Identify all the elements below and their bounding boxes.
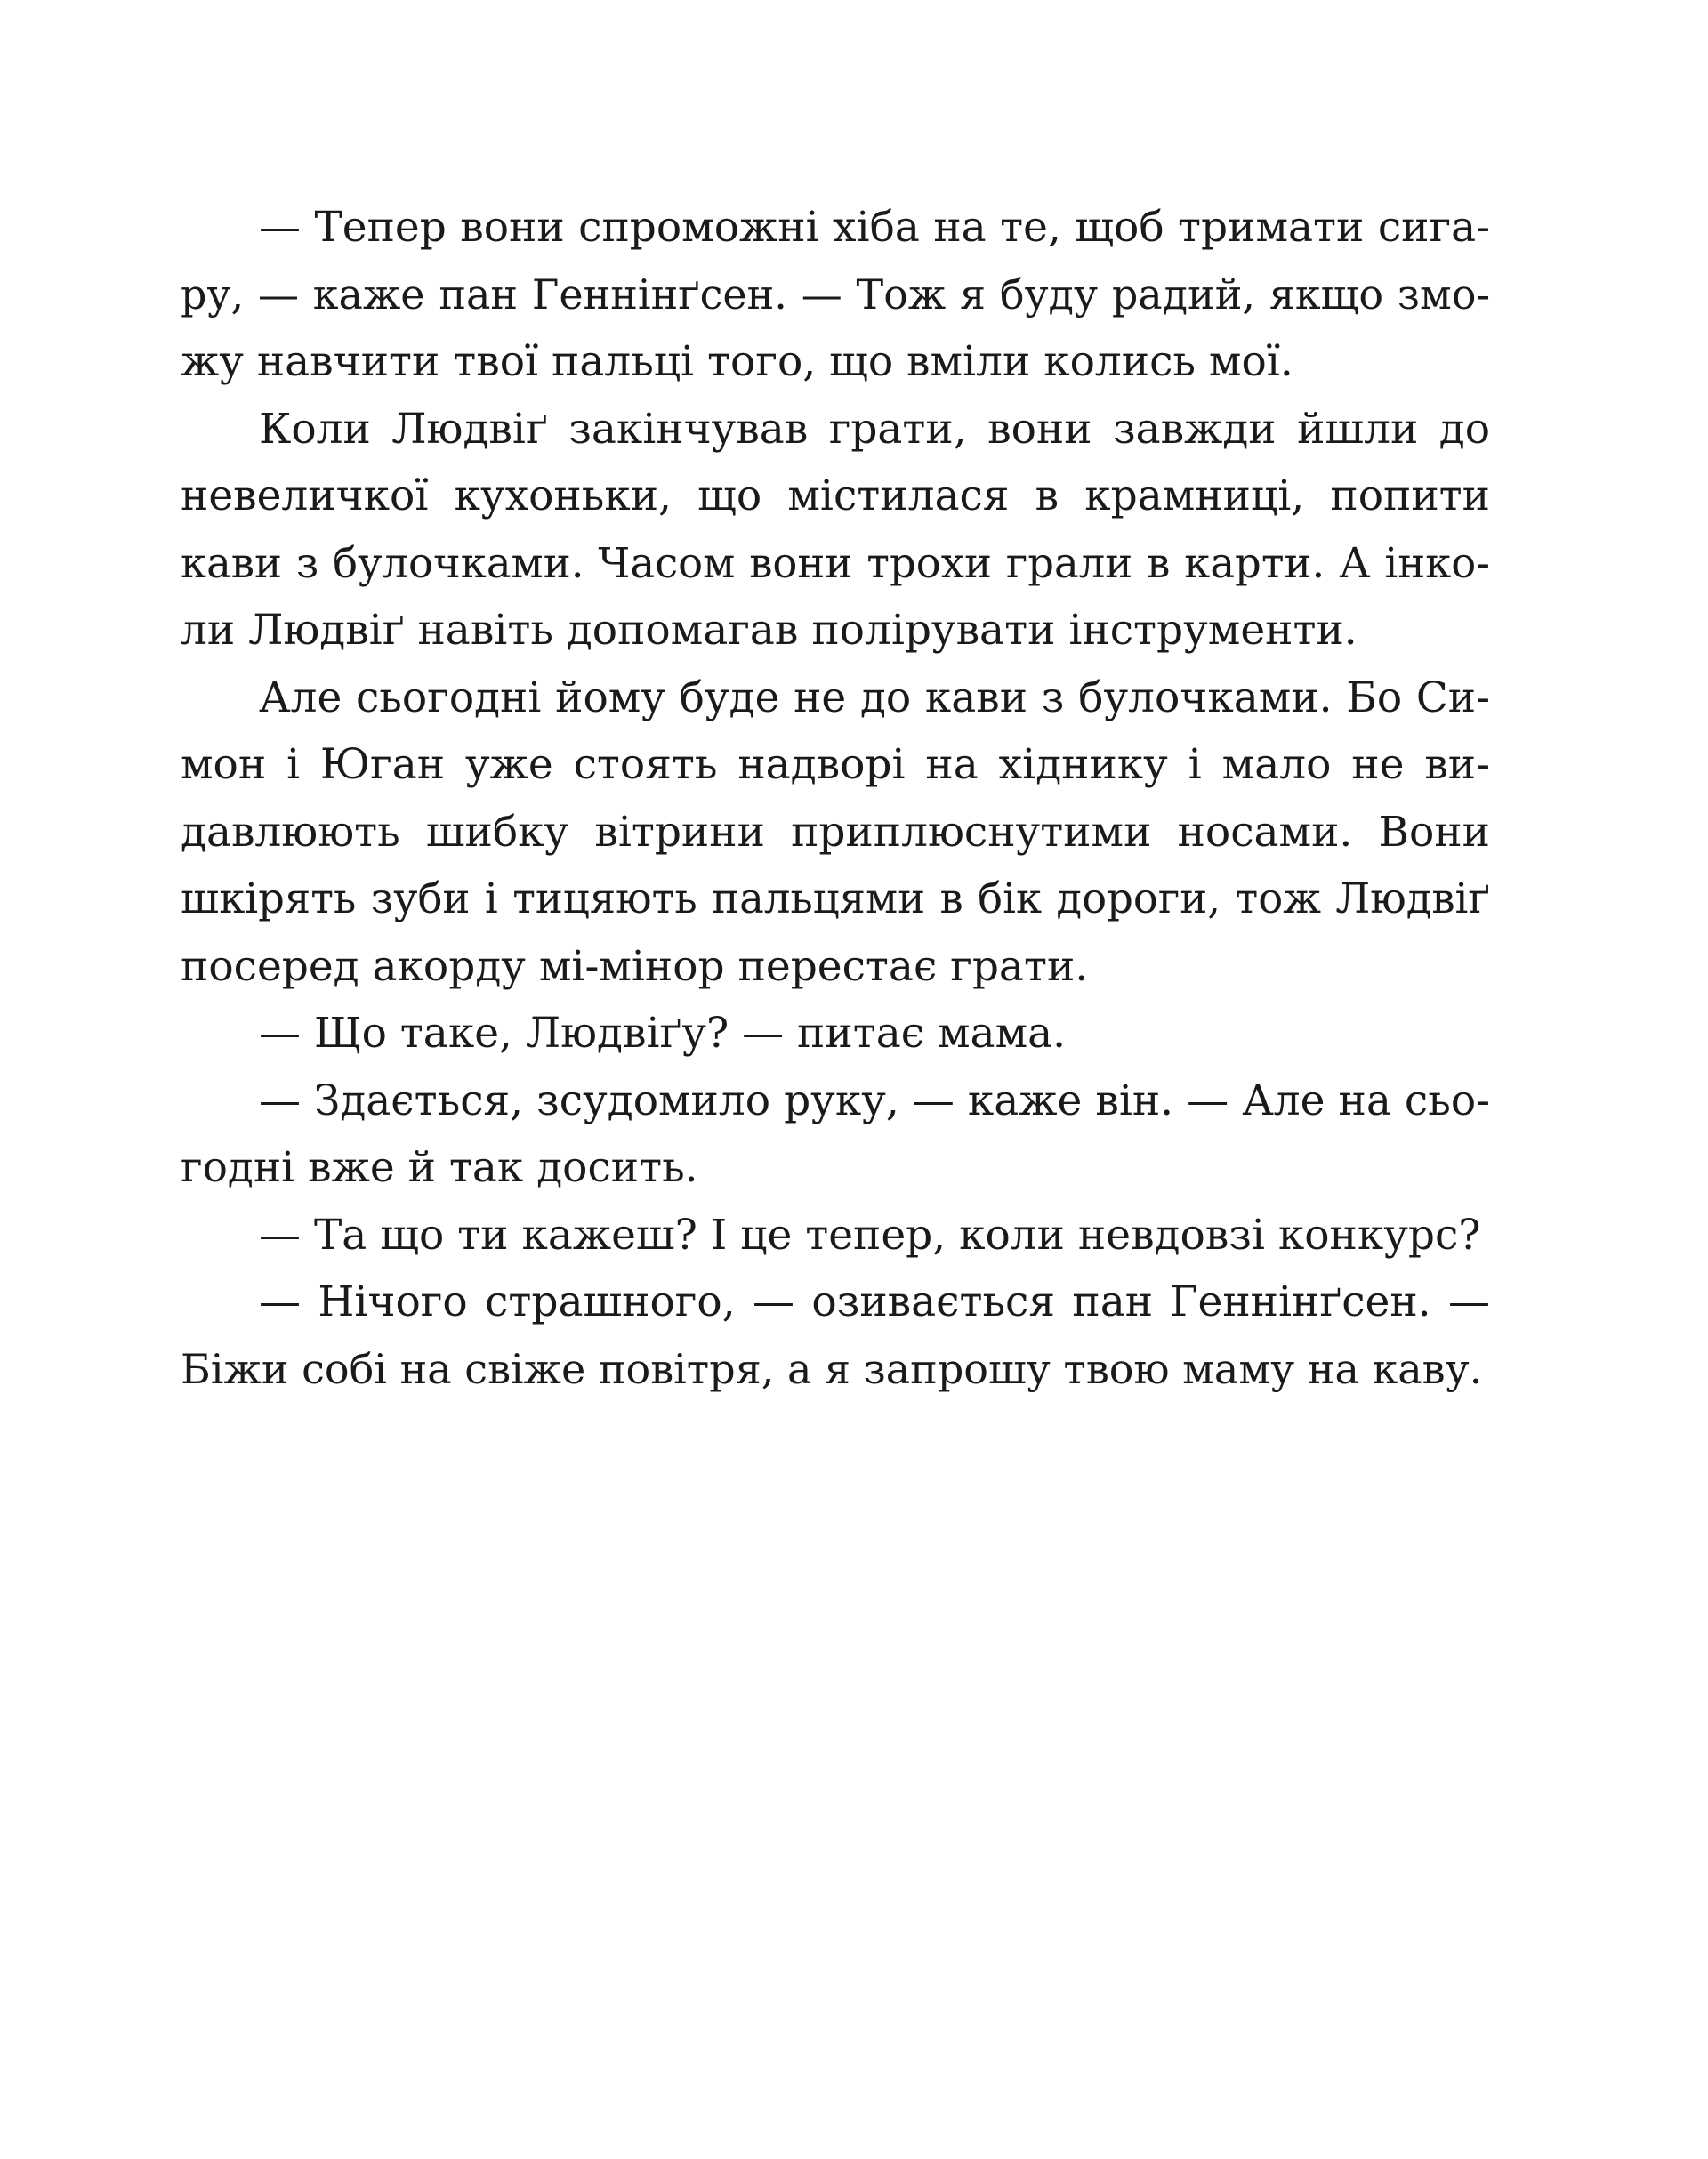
text-line: посеред акорду мі-мінор перестає грати. xyxy=(181,941,1089,991)
text-line: годні вже й так досить. xyxy=(181,1143,698,1192)
text-line: давлюють шибку вітрини приплюснутими носами. Вони xyxy=(181,807,1490,857)
text-line: кави з булочками. Часом вони трохи грали в карти. А інко- xyxy=(181,538,1490,587)
body-text xyxy=(181,194,1490,1403)
text-line: — Здається, зсудомило руку, — каже він. — Але на сьо- xyxy=(259,1075,1490,1125)
text-line: Коли Людвіґ закінчував грати, вони завжди йшли до xyxy=(259,404,1490,454)
text-line: — Нічого страшного, — озивається пан Геннінґсен. — xyxy=(259,1277,1490,1326)
text-line: шкірять зуби і тицяють пальцями в бік дороги, тож Людвіґ xyxy=(181,874,1490,922)
text-line: ли Людвіґ навіть допомагав полірувати інструменти. xyxy=(181,606,1358,655)
text-line: жу навчити твої пальці того, що вміли колись мої. xyxy=(181,337,1293,386)
text-line: — Та що ти кажеш? І це тепер, коли невдовзі конкурс? xyxy=(259,1210,1481,1260)
text-line: — Що таке, Людвіґу? — питає мама. xyxy=(259,1009,1067,1058)
text-line: невеличкої кухоньки, що містилася в крамниці, попити xyxy=(181,471,1490,520)
text-line: мон і Юган уже стоять надворі на хіднику і мало не ви- xyxy=(181,740,1490,789)
text-line: Але сьогодні йому буде не до кави з булочками. Бо Си- xyxy=(259,673,1490,722)
text-line: Біжи собі на свіже повітря, а я запрошу твою маму на каву. xyxy=(181,1344,1483,1393)
text-line: — Тепер вони спроможні хіба на те, щоб тримати сига- xyxy=(259,203,1490,252)
text-line: ру, — каже пан Геннінґсен. — Тож я буду радий, якщо змо- xyxy=(181,270,1490,318)
